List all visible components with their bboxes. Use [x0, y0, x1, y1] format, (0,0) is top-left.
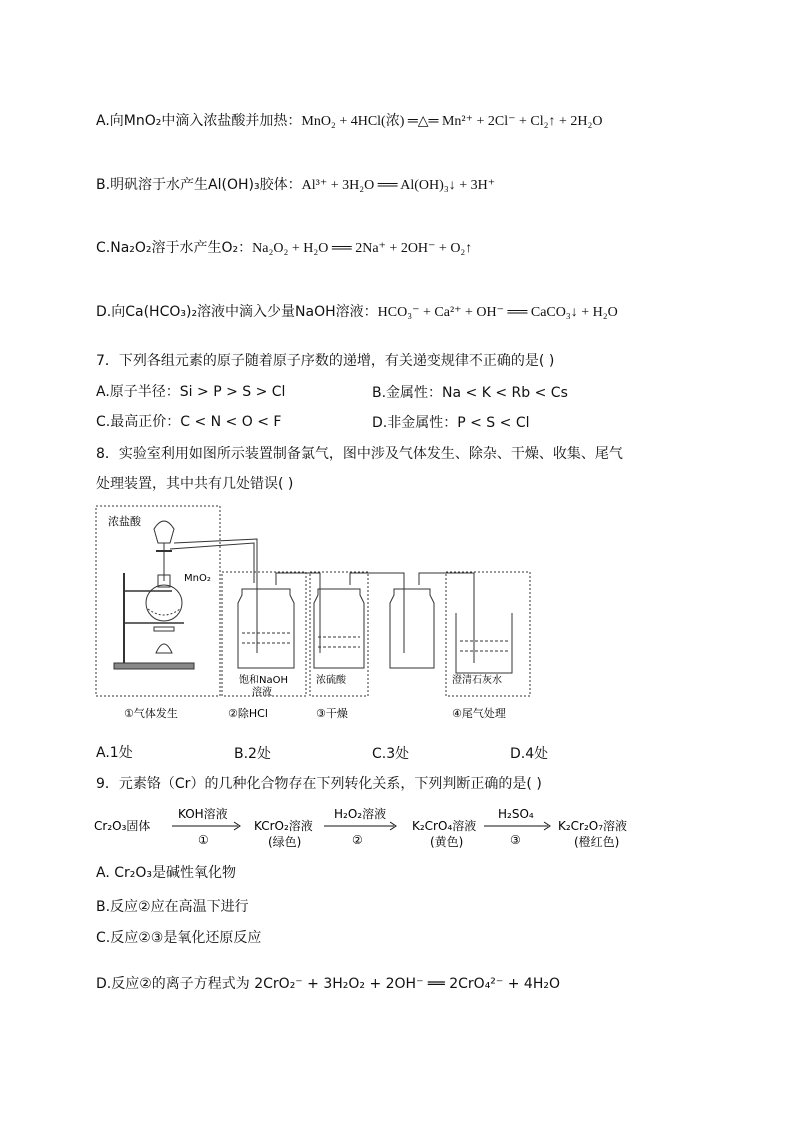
scheme-k2cr2o7: K₂Cr₂O₇溶液 [558, 819, 628, 833]
q8-option-b: B.2处 [234, 746, 271, 762]
scheme-reagent-3: H₂SO₄ [498, 807, 534, 821]
collection-bottle-icon [390, 589, 434, 668]
scheme-cr2o3: Cr₂O₃固体 [94, 819, 151, 833]
caption-gas-generation: ①气体发生 [124, 707, 178, 720]
q6-option-a: A.向MnO₂中滴入浓盐酸并加热：MnO₂ + 4HCl(浓) ═△═ Mn²⁺ + 2Cl⁻ + Cl₂↑ + 2H₂O [96, 113, 603, 129]
q7-option-c: C.最高正价：C < N < O < F [96, 414, 282, 430]
scheme-reagent-1: KOH溶液 [178, 807, 228, 821]
label-naoh-1: 饱和NaOH [239, 675, 288, 686]
q9-stem: 9．元素铬（Cr）的几种化合物存在下列转化关系，下列判断正确的是( ) [96, 776, 542, 792]
q8-option-c: C.3处 [372, 746, 410, 762]
label-naoh-2: 溶液 [252, 687, 272, 698]
q8-stem-line1: 8．实验室利用如图所示装置制备氯气，图中涉及气体发生、除杂、干燥、收集、尾气 [96, 446, 623, 462]
scheme-step-2: ② [352, 833, 363, 847]
label-conc-hcl: 浓盐酸 [108, 515, 141, 528]
q6-option-b: B.明矾溶于水产生Al(OH)₃胶体：Al³⁺ + 3H₂O ══ Al(OH)₃↓ + 3H⁺ [96, 177, 496, 193]
scheme-color-yellow: (黄色) [430, 835, 464, 849]
scheme-color-orange: (橙红色) [574, 835, 620, 849]
wash-bottle-2-icon [314, 589, 364, 668]
beaker-icon [456, 613, 512, 673]
alcohol-lamp-icon [156, 644, 172, 653]
q7-option-d: D.非金属性：P < S < Cl [372, 415, 530, 431]
label-limewater: 澄清石灰水 [452, 675, 502, 686]
q9-option-c: C.反应②③是氧化还原反应 [96, 930, 262, 946]
scheme-step-1: ① [198, 833, 209, 847]
scheme-color-green: (绿色) [268, 835, 302, 849]
scheme-kcro2: KCrO₂溶液 [254, 819, 313, 833]
wash-bottle-1-icon [238, 589, 294, 668]
scheme-k2cro4: K₂CrO₄溶液 [412, 819, 477, 833]
q8-option-a: A.1处 [96, 745, 133, 761]
q9-option-d: D.反应②的离子方程式为 2CrO₂⁻ + 3H₂O₂ + 2OH⁻ ══ 2CrO₄²⁻ + 4H₂O [96, 976, 561, 992]
q9-option-b: B.反应②应在高温下进行 [96, 899, 249, 915]
caption-drying: ③干燥 [316, 707, 348, 720]
label-h2so4: 浓硫酸 [316, 675, 346, 686]
q7-option-a: A.原子半径：Si > P > S > Cl [96, 384, 286, 400]
apparatus-figure [94, 503, 534, 735]
caption-remove-hcl: ②除HCl [228, 707, 268, 720]
q8-stem-line2: 处理装置，其中共有几处错误( ) [96, 476, 294, 492]
q6-option-c: C.Na₂O₂溶于水产生O₂：Na₂O₂ + H₂O ══ 2Na⁺ + 2OH⁻ + O₂↑ [96, 240, 473, 256]
separatory-funnel-icon [154, 521, 174, 543]
q9-option-a: A. Cr₂O₃是碱性氧化物 [96, 865, 237, 881]
q7-option-b: B.金属性：Na < K < Rb < Cs [372, 385, 568, 401]
q7-stem: 7．下列各组元素的原子随着原子序数的递增，有关递变规律不正确的是( ) [96, 353, 555, 369]
scheme-step-3: ③ [510, 833, 521, 847]
conversion-scheme [94, 800, 654, 860]
caption-tail-gas: ④尾气处理 [452, 707, 506, 720]
q6-option-d: D.向Ca(HCO₃)₂溶液中滴入少量NaOH溶液：HCO₃⁻ + Ca²⁺ + OH⁻ ══ CaCO₃↓ + H₂O [96, 304, 618, 320]
scheme-reagent-2: H₂O₂溶液 [334, 807, 387, 821]
label-mno2: MnO₂ [184, 573, 211, 584]
q8-option-d: D.4处 [510, 746, 549, 762]
